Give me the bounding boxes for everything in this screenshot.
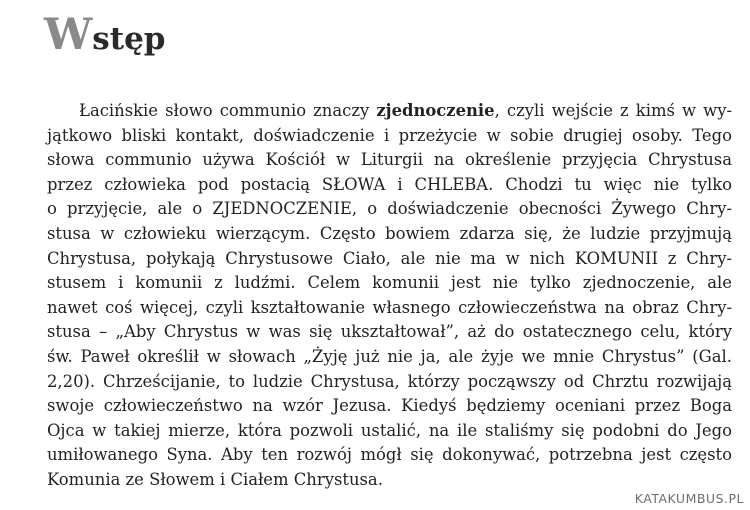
text-segment: , czyli wejście z kimś w wy- [494, 101, 732, 120]
text-line: Chrystusa, połykają Chrystusowe Ciało, ale nie ma w nich KOMUNII z Chry- [47, 248, 732, 268]
title-rest: stęp [92, 21, 166, 57]
text-line: swoje człowieczeństwo na wzór Jezusa. Kiedyś będziemy oceniani przez Boga [47, 396, 732, 416]
text-line: Komunia ze Słowem i Ciałem Chrystusa. [47, 469, 383, 489]
text-line: św. Paweł określił w słowach „Żyję już nie ja, ale żyje we mnie Chrystus” (Gal. [47, 346, 732, 366]
page-title [44, 10, 165, 60]
watermark-text: KATAKUMBUS.PL [634, 491, 744, 506]
emphasis-word: zjednoczenie [376, 101, 495, 120]
body-paragraph [47, 99, 732, 493]
text-line: Ojca w takiej mierze, która pozwoli ustalić, na ile staliśmy się podobni do Jego [47, 420, 732, 440]
text-line: stusa w człowieku wierzącym. Często bowiem zdarza się, że ludzie przyjmują [47, 223, 732, 243]
text-line: stusa – „Aby Chrystus w was się ukształtował”, aż do ostatecznego celu, który [47, 322, 732, 342]
text-line: umiłowanego Syna. Aby ten rozwój mógł się dokonywać, potrzebna jest często [47, 445, 732, 465]
text-line: słowa communio używa Kościół w Liturgii na określenie przyjęcia Chrystusa [47, 150, 732, 170]
text-line: stusem i komunii z ludźmi. Celem komunii jest nie tylko zjednoczenie, ale [47, 273, 732, 293]
text-line: jątkowo bliski kontakt, doświadczenie i przeżycie w sobie drugiej osoby. Tego [47, 125, 732, 145]
text-line: przez człowieka pod postacią SŁOWA i CHLEBA. Chodzi tu więc nie tylko [47, 174, 732, 194]
text-segment: Łacińskie słowo communio znaczy [79, 101, 377, 120]
text-line [47, 99, 732, 124]
text-line: o przyjęcie, ale o ZJEDNOCZENIE, o doświadczenie obecności Żywego Chry- [47, 199, 732, 219]
text-line: nawet coś więcej, czyli kształtowanie własnego człowieczeństwa na obraz Chry- [47, 297, 732, 317]
title-initial: W [44, 10, 93, 60]
text-line: 2,20). Chrześcijanie, to ludzie Chrystusa, którzy począwszy od Chrztu rozwijają [47, 371, 732, 391]
